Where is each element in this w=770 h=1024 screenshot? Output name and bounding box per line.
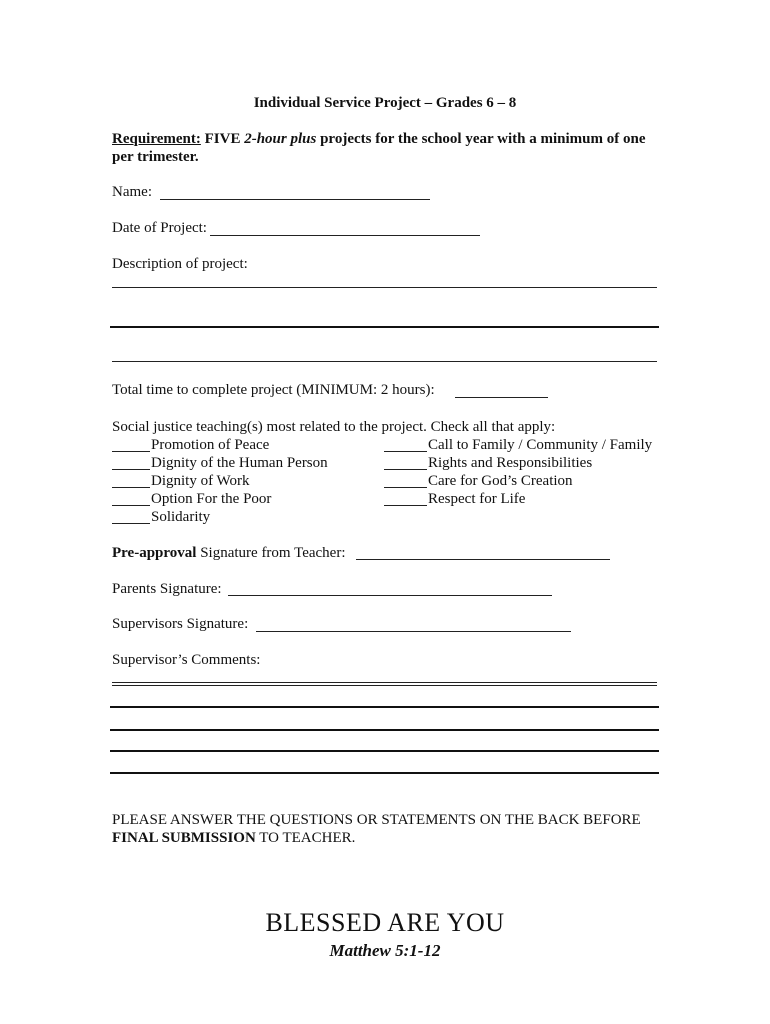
description-line-2[interactable] (110, 326, 659, 328)
checkbox-line[interactable] (384, 505, 427, 506)
teaching-option-label: Promotion of Peace (151, 437, 270, 453)
total-time-label: Total time to complete project (MINIMUM: 2 hours): (112, 382, 435, 398)
checkbox-line[interactable] (384, 451, 427, 452)
checkbox-line[interactable] (384, 469, 427, 470)
checkbox-line[interactable] (384, 487, 427, 488)
preapproval-label-rest: Signature from Teacher: (196, 545, 346, 561)
submission-notice-line-1: PLEASE ANSWER THE QUESTIONS OR STATEMENTS ON THE BACK BEFORE (112, 812, 641, 828)
teaching-option-label: Solidarity (151, 509, 211, 525)
checkbox-line[interactable] (112, 505, 150, 506)
name-field-line[interactable] (160, 199, 430, 200)
teaching-option-label: Call to Family / Community / Family (428, 437, 653, 453)
page-title: Individual Service Project – Grades 6 – 8 (253, 95, 517, 111)
comments-line-4[interactable] (110, 750, 659, 752)
requirement-line-1 (112, 130, 645, 148)
teaching-option-label: Dignity of the Human Person (151, 455, 328, 471)
checkbox-line[interactable] (112, 523, 150, 524)
teaching-option-label: Care for God’s Creation (428, 473, 573, 489)
requirement-emphasis: 2-hour plus (244, 131, 317, 147)
supervisors-signature-line[interactable] (256, 631, 571, 632)
footer-heading: BLESSED ARE YOU (265, 908, 505, 937)
description-line-3[interactable] (112, 361, 657, 362)
description-line-1[interactable] (112, 287, 657, 288)
preapproval-label-bold: Pre-approval (112, 545, 197, 561)
submission-notice-line-2 (112, 829, 355, 847)
comments-line-1[interactable] (112, 682, 657, 686)
comments-line-5[interactable] (110, 772, 659, 774)
requirement-text-a: FIVE (200, 131, 245, 147)
checkbox-line[interactable] (112, 451, 150, 452)
parents-signature-label: Parents Signature: (112, 581, 222, 597)
checkbox-line[interactable] (112, 469, 150, 470)
teachings-intro: Social justice teaching(s) most related to the project. Check all that apply: (112, 419, 556, 435)
teaching-option-label: Respect for Life (428, 491, 526, 507)
date-field-line[interactable] (210, 235, 480, 236)
teaching-option-label: Dignity of Work (151, 473, 250, 489)
requirement-line-2: per trimester. (112, 149, 199, 165)
checkbox-line[interactable] (112, 487, 150, 488)
description-label: Description of project: (112, 256, 248, 272)
teaching-option-label: Option For the Poor (151, 491, 272, 507)
footer-verse: Matthew 5:1-12 (329, 941, 441, 960)
total-time-field-line[interactable] (455, 397, 548, 398)
preapproval-label (112, 544, 346, 562)
requirement-text-b: projects for the school year with a minimum of one (316, 131, 646, 147)
supervisors-signature-label: Supervisors Signature: (112, 616, 249, 632)
supervisor-comments-label: Supervisor’s Comments: (112, 652, 261, 668)
comments-line-3[interactable] (110, 729, 659, 731)
teaching-option-label: Rights and Responsibilities (428, 455, 593, 471)
comments-line-2[interactable] (110, 706, 659, 708)
parents-signature-line[interactable] (228, 595, 552, 596)
submission-notice-rest: TO TEACHER. (255, 830, 356, 846)
preapproval-signature-line[interactable] (356, 559, 610, 560)
submission-notice-bold: FINAL SUBMISSION (112, 830, 256, 846)
name-label: Name: (112, 184, 152, 200)
date-label: Date of Project: (112, 220, 207, 236)
requirement-label: Requirement: (112, 131, 201, 147)
